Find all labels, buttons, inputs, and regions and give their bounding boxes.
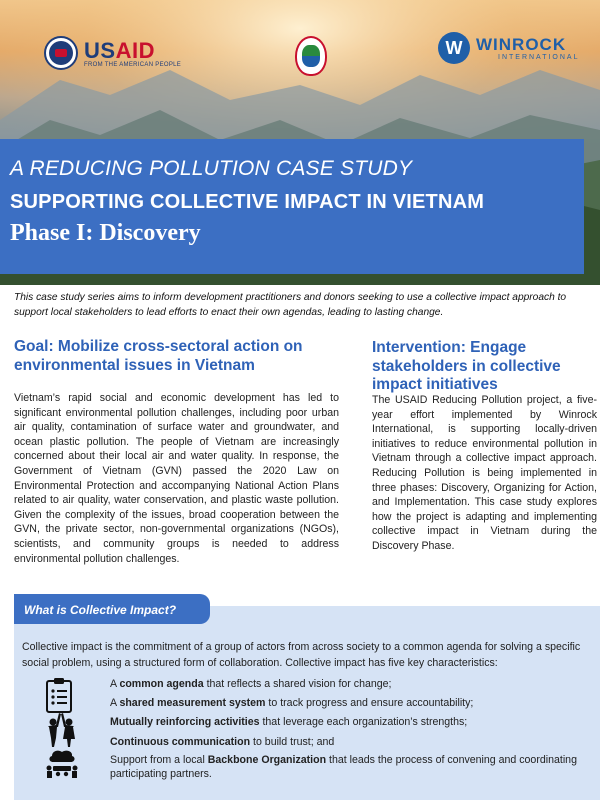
banner-phase: Phase I: Discovery	[10, 220, 201, 246]
people-high-five-icon	[44, 712, 78, 748]
intervention-heading: Intervention: Engage stakeholders in collective impact initiatives	[372, 339, 561, 393]
usaid-word-us: US	[84, 38, 116, 63]
char-bold: shared measurement system	[119, 697, 266, 709]
government-seal-icon	[295, 36, 327, 76]
winrock-badge-icon: W	[438, 32, 470, 64]
char-post: that leverage each organization’s strengths;	[259, 716, 468, 728]
char-bold: Mutually reinforcing activities	[110, 716, 260, 728]
collective-impact-description: Collective impact is the commitment of a group of actors from across society to a common agenda for solving a specific social problem, using a structured form of collaboration. Collective impact has five key characteristics:	[22, 641, 581, 669]
banner-title: SUPPORTING COLLECTIVE IMPACT IN VIETNAM	[10, 191, 485, 213]
char-bold: common agenda	[119, 678, 204, 690]
intro-text: This case study series aims to inform development practitioners and donors seeking to use a collective impact approach to support local stakeholders to lead efforts to enact their own agendas, leading to lasting change.	[14, 292, 567, 318]
char-pre: A	[110, 697, 120, 709]
characteristic-mutually-reinforcing	[110, 716, 580, 730]
usaid-tagline: FROM THE AMERICAN PEOPLE	[84, 62, 182, 68]
characteristic-backbone-organization	[110, 754, 580, 781]
char-post: that reflects a shared vision for change;	[203, 678, 392, 690]
goal-heading: Goal: Mobilize cross-sectoral action on environmental issues in Vietnam	[14, 338, 303, 374]
group-meeting-icon	[44, 748, 80, 780]
title-banner	[0, 139, 584, 274]
winrock-sub: INTERNATIONAL	[498, 54, 580, 61]
char-post: to build trust; and	[250, 736, 335, 748]
char-post: to track progress and ensure accountability;	[265, 697, 474, 709]
goal-body: Vietnam’s rapid social and economic development has led to significant environmental pollution challenges, including poor urban air quality, contamination of surface water and groundwater, and ocean plastic pollution. The people of Vietnam are increasingly concerned about their local air and water quality. In response, the Government of Vietnam (GVN) passed the 2020 Law on Environmental Protection and accompanying National Action Plans related to air quality, water conservation, and plastic waste pollution. Given the complexity of the issues, broad cooperation between the GVN, the private sector, non-governmental organizations (NGOs), scientists, and community groups is needed to address environmental pollution challenges.	[14, 392, 339, 565]
char-post: that leads the process of convening and coordinating participating partners.	[110, 754, 577, 780]
clipboard-icon	[44, 676, 74, 714]
banner-subtitle: A REDUCING POLLUTION CASE STUDY	[10, 157, 413, 180]
characteristic-shared-measurement	[110, 697, 580, 711]
usaid-word-aid: AID	[115, 38, 155, 63]
usaid-seal-icon	[44, 36, 78, 70]
char-pre: A	[110, 678, 120, 690]
char-bold: Backbone Organization	[207, 754, 327, 766]
char-bold: Continuous communication	[110, 736, 251, 748]
char-pre: Support from a local	[110, 754, 208, 766]
characteristic-common-agenda	[110, 678, 580, 692]
characteristic-continuous-communication	[110, 736, 580, 750]
winrock-logo	[438, 32, 580, 64]
collective-impact-tab: What is Collective Impact?	[14, 594, 210, 624]
usaid-logo	[44, 36, 181, 70]
intervention-body: The USAID Reducing Pollution project, a five-year effort implemented by Winrock International, is supporting locally-driven initiatives to reduce environmental pollution in Vietnam through a collective impact approach. Reducing Pollution is being implemented in three phases: Discovery, Organizing for Action, and Implementation. This case study explores how the project is adapting and implementing collective impact in Vietnam during the Discovery Phase.	[372, 394, 597, 552]
winrock-word: WINROCK	[476, 35, 567, 54]
